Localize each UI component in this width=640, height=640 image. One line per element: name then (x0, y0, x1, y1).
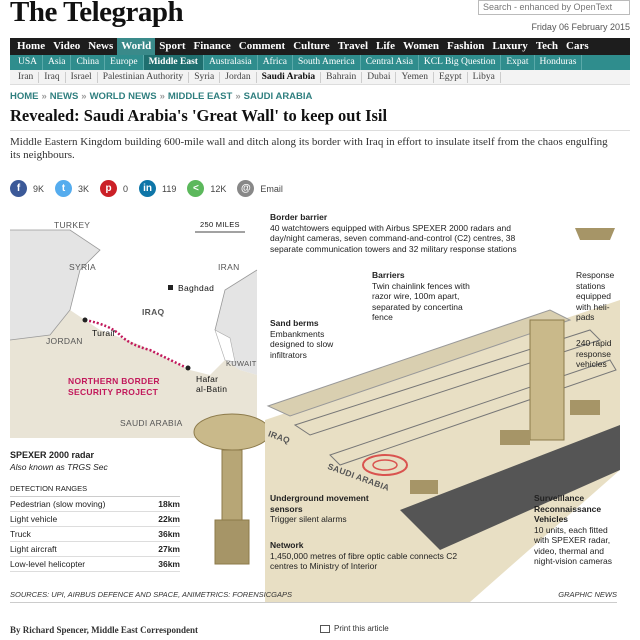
email-icon: @ (237, 180, 254, 197)
share-share-button[interactable] (187, 180, 226, 197)
radar-title: SPEXER 2000 radar (10, 450, 95, 460)
ranges-heading: DETECTION RANGES (10, 484, 180, 497)
map-project-label-2: SECURITY PROJECT (68, 387, 159, 397)
map-label-iran: IRAN (218, 262, 240, 272)
callout-rapid-response: 240 rapid response vehicles (576, 338, 612, 369)
nav-item-tech[interactable]: Tech (535, 40, 559, 52)
linkedin-icon: in (139, 180, 156, 197)
callout-network (270, 540, 480, 572)
facebook-icon: f (10, 180, 27, 197)
callout-sensors-text: Trigger silent alarms (270, 514, 347, 524)
graphic-credit: GRAPHIC NEWS (558, 590, 617, 599)
printer-icon (320, 625, 330, 633)
country-nav-item-bahrain[interactable]: Bahrain (321, 72, 362, 83)
nav-item-fashion[interactable]: Fashion (447, 40, 485, 52)
country-nav-item-egypt[interactable]: Egypt (434, 72, 468, 83)
share-icon: < (187, 180, 204, 197)
share-pinterest-button[interactable] (100, 180, 128, 197)
sources-text: SOURCES: UPI, AIRBUS DEFENCE AND SPACE, ANIMETRICS: FORENSICGAPS (10, 590, 292, 599)
nav-item-news[interactable]: News (88, 40, 114, 52)
range-value: 27km (158, 544, 180, 554)
nav-item-finance[interactable]: Finance (193, 40, 231, 52)
range-target: Truck (10, 529, 31, 539)
secondary-nav (10, 55, 630, 70)
nav-item-comment[interactable]: Comment (238, 40, 286, 52)
subnav-item-africa[interactable]: Africa (258, 55, 293, 70)
country-nav-item-jordan[interactable]: Jordan (220, 72, 256, 83)
nav-item-cars[interactable]: Cars (566, 40, 589, 52)
range-row (10, 497, 180, 512)
range-row (10, 527, 180, 542)
article-standfirst: Middle Eastern Kingdom building 600-mile wall and ditch along its border with Iraq in effort to insulate itself from the chaos engulfing its neighbours. (10, 136, 608, 161)
ground-label-iraq: IRAQ (266, 428, 292, 446)
graphic-sources (10, 590, 617, 603)
range-value: 36km (158, 559, 180, 569)
callout-surveillance (534, 493, 620, 567)
breadcrumb-link-world-news[interactable]: WORLD NEWS (89, 91, 157, 102)
map-label-jordan: JORDAN (46, 336, 83, 346)
breadcrumb-separator: » (41, 91, 47, 102)
range-target: Low-level helicopter (10, 559, 86, 569)
callout-barriers-text: Twin chainlink fences with razor wire, 100m apart, separated by concertina fence (372, 280, 470, 322)
nav-item-women[interactable]: Women (402, 40, 440, 52)
callout-sand-berms (270, 318, 360, 360)
share-facebook-count: 9K (33, 183, 45, 194)
country-nav-item-syria[interactable]: Syria (189, 72, 220, 83)
range-row (10, 512, 180, 527)
country-nav-item-dubai[interactable]: Dubai (362, 72, 396, 83)
callout-barriers-title: Barriers (372, 270, 405, 280)
subnav-item-central-asia[interactable]: Central Asia (361, 55, 419, 70)
subnav-item-australasia[interactable]: Australasia (204, 55, 258, 70)
callout-border-barrier-title: Border barrier (270, 212, 328, 222)
turaif-marker (83, 318, 88, 323)
subnav-item-honduras[interactable]: Honduras (535, 55, 583, 70)
callout-surveillance-text: 10 units, each fitted with SPEXER radar, video, thermal and night-vision cameras (534, 524, 612, 566)
article-byline: By Richard Spencer, Middle East Correspondent (10, 625, 199, 635)
breadcrumb-separator: » (81, 91, 87, 102)
range-target: Light vehicle (10, 514, 58, 524)
country-nav-item-libya[interactable]: Libya (468, 72, 501, 83)
map-scale-label: 250 MILES (200, 220, 240, 229)
helicopter (575, 228, 615, 240)
callout-barriers (372, 270, 482, 323)
subnav-item-expat[interactable]: Expat (501, 55, 534, 70)
callout-surveillance-title: Surveillance Reconnaissance Vehicles (534, 493, 602, 524)
nav-item-video[interactable]: Video (53, 40, 81, 52)
subnav-item-middle-east[interactable]: Middle East (144, 55, 204, 70)
breadcrumb-link-home[interactable]: HOME (10, 91, 39, 102)
pinterest-icon: p (100, 180, 117, 197)
baghdad-marker (168, 285, 173, 290)
map-label-baghdad: Baghdad (178, 283, 215, 293)
share-share-count: 12K (210, 183, 227, 194)
nav-item-home[interactable]: Home (17, 40, 46, 52)
share-email-button[interactable] (237, 180, 283, 197)
subnav-item-usa[interactable]: USA (13, 55, 43, 70)
watchtower (530, 320, 564, 440)
range-target: Light aircraft (10, 544, 57, 554)
range-row (10, 542, 180, 557)
masthead (10, 0, 630, 34)
share-bar (10, 180, 283, 197)
share-twitter-count: 3K (78, 183, 90, 194)
ground-label-saudi: SAUDI ARABIA (326, 461, 391, 493)
share-twitter-button[interactable] (55, 180, 89, 197)
tertiary-nav (10, 70, 630, 85)
callout-sand-title: Sand berms (270, 318, 319, 328)
share-pinterest-count: 0 (123, 183, 129, 194)
subnav-item-south-america[interactable]: South America (293, 55, 361, 70)
map-label-hafar: Hafar al-Batin (196, 374, 228, 394)
nav-item-sport[interactable]: Sport (159, 40, 186, 52)
breadcrumb-separator: » (235, 91, 241, 102)
range-value: 36km (158, 529, 180, 539)
radar-specs (10, 450, 180, 572)
share-email-count: Email (260, 183, 283, 194)
map-label-saudi: SAUDI ARABIA (120, 418, 183, 428)
search-input[interactable]: Search - enhanced by OpenText (478, 0, 630, 15)
hafar-marker (186, 366, 191, 371)
share-linkedin-button[interactable] (139, 180, 176, 197)
subnav-item-china[interactable]: China (71, 55, 105, 70)
callout-sensors (270, 493, 370, 525)
map-label-syria: SYRIA (69, 262, 97, 272)
country-nav-item-iraq[interactable]: Iraq (39, 72, 65, 83)
callout-network-text: 1,450,000 metres of fibre optic cable connects C2 centres to Ministry of Interior (270, 550, 458, 571)
nav-item-travel[interactable]: Travel (337, 40, 369, 52)
range-value: 22km (158, 514, 180, 524)
subnav-item-europe[interactable]: Europe (105, 55, 143, 70)
callout-sand-text: Embankments designed to slow infiltrators (270, 328, 334, 360)
article-headline: Revealed: Saudi Arabia's 'Great Wall' to keep out Isil (10, 106, 630, 131)
masthead-date: Friday 06 February 2015 (531, 22, 630, 32)
map-label-iraq: IRAQ (142, 307, 165, 317)
share-linkedin-count: 119 (162, 183, 177, 194)
map-label-turaif: Turaif (92, 328, 116, 338)
callout-sensors-title: Underground movement sensors (270, 493, 369, 514)
subnav-item-asia[interactable]: Asia (43, 55, 71, 70)
primary-nav (10, 38, 630, 55)
surveillance-vehicle (410, 480, 438, 494)
telegraph-logo[interactable]: The Telegraph (10, 0, 184, 28)
nav-item-world[interactable]: World (117, 38, 155, 55)
callout-network-title: Network (270, 540, 304, 550)
map-label-turkey: TURKEY (54, 220, 91, 230)
callout-border-barrier (270, 212, 540, 254)
map-label-kuwait: KUWAIT (226, 359, 257, 368)
breadcrumb-link-middle-east[interactable]: MIDDLE EAST (167, 91, 233, 102)
range-value: 18km (158, 499, 180, 509)
breadcrumb-separator: » (159, 91, 165, 102)
nav-item-culture[interactable]: Culture (293, 40, 330, 52)
radar-tower-illustration (194, 414, 270, 564)
range-target: Pedestrian (slow moving) (10, 499, 106, 509)
radar-aka: Also known as TRGS Sec (10, 462, 108, 472)
country-nav-item-iran[interactable]: Iran (13, 72, 39, 83)
country-nav-item-israel[interactable]: Israel (66, 72, 98, 83)
range-row (10, 557, 180, 572)
nav-item-luxury[interactable]: Luxury (492, 40, 528, 52)
twitter-icon: t (55, 180, 72, 197)
share-facebook-button[interactable] (10, 180, 44, 197)
country-nav-item-palestinian-authority[interactable]: Palestinian Authority (98, 72, 189, 83)
callout-response-stations: Response stations equipped with heli-pads (576, 270, 615, 322)
response-vehicle-2 (570, 400, 600, 415)
response-vehicle-1 (500, 430, 530, 445)
map-project-label-1: NORTHERN BORDER (68, 376, 160, 386)
breadcrumb (10, 91, 312, 102)
subnav-item-kcl-big-question[interactable]: KCL Big Question (419, 55, 501, 70)
nav-item-life[interactable]: Life (376, 40, 395, 52)
country-nav-item-saudi-arabia[interactable]: Saudi Arabia (257, 72, 322, 83)
print-article-button[interactable] (320, 624, 389, 633)
breadcrumb-link-news[interactable]: NEWS (49, 91, 79, 102)
callout-border-barrier-text: 40 watchtowers equipped with Airbus SPEXER 2000 radars and day/night cameras, seven command-and-control (C2) centres, 38 separate communication towers and 32 military response stations (270, 222, 517, 254)
print-label: Print this article (334, 624, 389, 633)
border-wall-infographic (10, 210, 620, 602)
breadcrumb-link-saudi-arabia[interactable]: SAUDI ARABIA (243, 91, 313, 102)
country-nav-item-yemen[interactable]: Yemen (396, 72, 433, 83)
